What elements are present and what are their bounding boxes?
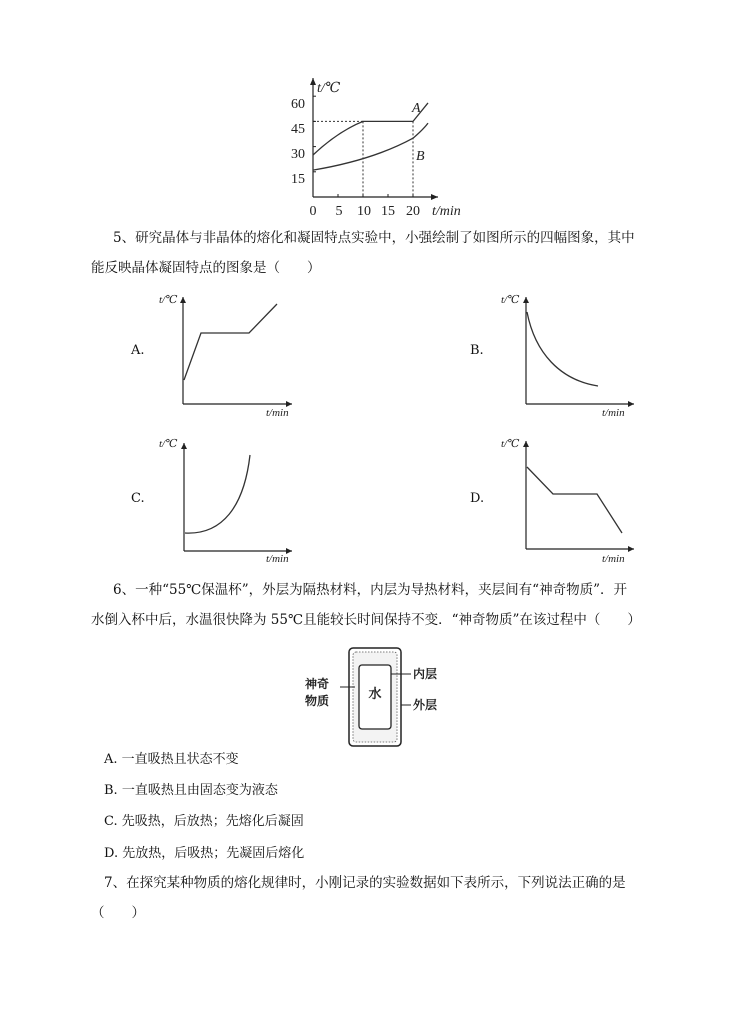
q5-option-b-label[interactable]: B. bbox=[470, 343, 484, 358]
graph-b-y-label: t/℃ bbox=[501, 294, 520, 306]
insulated-cup-diagram bbox=[300, 643, 500, 758]
x-tick-5: 5 bbox=[335, 204, 343, 219]
graph-a bbox=[159, 294, 292, 419]
q6-line-1: 6、一种“55℃保温杯”，外层为隔热材料，内层为导热材料，夹层间有“神奇物质”．开 bbox=[113, 582, 627, 598]
graph-c-x-label: t/min bbox=[266, 553, 289, 565]
curve-a-line bbox=[313, 103, 428, 155]
graph-d-x-label: t/min bbox=[602, 553, 625, 565]
x-tick-20: 20 bbox=[406, 204, 420, 219]
magic-substance-label-2: 物质 bbox=[305, 694, 330, 708]
q5-option-graphs bbox=[0, 285, 745, 575]
q5-line-2: 能反映晶体凝固特点的图象是（ ） bbox=[91, 260, 321, 276]
x-tick-0: 0 bbox=[309, 204, 317, 219]
magic-substance-label-1: 神奇 bbox=[305, 677, 330, 691]
x-tick-10: 10 bbox=[357, 204, 371, 219]
y-tick-15: 15 bbox=[291, 172, 305, 187]
y-tick-30: 30 bbox=[291, 147, 305, 162]
outer-layer-label: 外层 bbox=[413, 698, 438, 712]
graph-d-y-label: t/℃ bbox=[501, 438, 520, 450]
top-y-axis-label: t/℃ bbox=[317, 81, 341, 96]
cup-water-label: 水 bbox=[368, 686, 382, 701]
graph-b-curve bbox=[527, 312, 598, 386]
graph-d bbox=[501, 438, 634, 565]
inner-layer-label: 内层 bbox=[413, 667, 438, 681]
x-tick-15: 15 bbox=[381, 204, 395, 219]
curve-b-label: B bbox=[416, 149, 425, 164]
y-tick-45: 45 bbox=[291, 122, 305, 137]
q7-line-1: 7、在探究某种物质的熔化规律时，小刚记录的实验数据如下表所示，下列说法正确的是 bbox=[104, 875, 626, 891]
graph-a-x-label: t/min bbox=[266, 407, 289, 419]
graph-a-curve bbox=[184, 304, 277, 380]
melting-curve-chart bbox=[0, 0, 745, 230]
graph-c-y-label: t/℃ bbox=[159, 438, 178, 450]
graph-d-curve bbox=[527, 467, 622, 533]
q6-choice-d[interactable]: D. 先放热，后吸热；先凝固后熔化 bbox=[104, 846, 305, 861]
graph-c-curve bbox=[185, 455, 250, 533]
q6-choice-a[interactable]: A. 一直吸热且状态不变 bbox=[104, 752, 239, 767]
q6-choice-b[interactable]: B. 一直吸热且由固态变为液态 bbox=[104, 783, 278, 798]
q6-line-2: 水倒入杯中后，水温很快降为 55℃且能较长时间保持不变．“神奇物质”在该过程中（ ） bbox=[91, 612, 641, 628]
q5-option-a-label[interactable]: A. bbox=[131, 343, 145, 358]
curve-a-label: A bbox=[412, 101, 421, 116]
top-x-axis-label: t/min bbox=[432, 204, 461, 219]
q7-line-2: （ ） bbox=[91, 905, 145, 921]
q5-option-d-label[interactable]: D. bbox=[470, 491, 485, 506]
q6-choice-c[interactable]: C. 先吸热，后放热；先熔化后凝固 bbox=[104, 814, 304, 829]
y-tick-60: 60 bbox=[291, 97, 305, 112]
graph-c bbox=[159, 438, 292, 565]
graph-a-y-label: t/℃ bbox=[159, 294, 178, 306]
graph-b-x-label: t/min bbox=[602, 407, 625, 419]
graph-b bbox=[501, 294, 634, 419]
q5-line-1: 5、研究晶体与非晶体的熔化和凝固特点实验中，小强绘制了如图所示的四幅图象，其中 bbox=[113, 230, 635, 246]
q5-option-c-label[interactable]: C. bbox=[131, 491, 145, 506]
curve-b-line bbox=[313, 123, 428, 170]
